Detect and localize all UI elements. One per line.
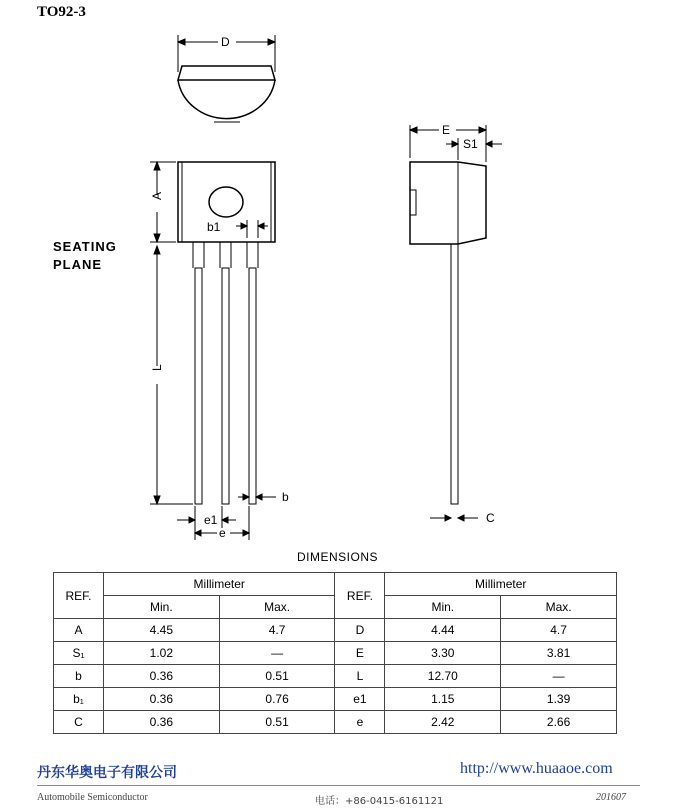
seating-plane-label-1: SEATING [53, 239, 117, 254]
label-C: C [486, 511, 495, 525]
max-cell: 3.81 [501, 642, 617, 665]
max-cell: — [219, 642, 335, 665]
footer-phone: 电话：+86-0415-6161121 [315, 796, 444, 807]
ref-cell: E [335, 642, 385, 665]
table-row [54, 665, 617, 688]
label-S1: S1 [463, 137, 478, 151]
min-cell: 3.30 [385, 642, 501, 665]
label-e1: e1 [204, 513, 218, 527]
leads [193, 242, 258, 504]
min-cell: 2.42 [385, 711, 501, 734]
label-e: e [219, 526, 226, 540]
ref-cell: L [335, 665, 385, 688]
seating-plane-label-2: PLANE [53, 257, 103, 272]
min-cell: 0.36 [103, 711, 219, 734]
ref-cell: C [54, 711, 104, 734]
min-header: Min. [385, 596, 501, 619]
side-view [410, 125, 502, 521]
max-cell: 0.51 [219, 711, 335, 734]
ref-cell: b [54, 665, 104, 688]
dimensions-table [53, 572, 617, 734]
front-view [150, 162, 276, 540]
max-cell: 0.51 [219, 665, 335, 688]
min-cell: 0.36 [103, 688, 219, 711]
company-name: 丹东华奥电子有限公司 [37, 765, 177, 781]
unit-header: Millimeter [103, 573, 335, 596]
min-cell: 0.36 [103, 665, 219, 688]
max-cell: 2.66 [501, 711, 617, 734]
min-cell: 4.44 [385, 619, 501, 642]
min-cell: 4.45 [103, 619, 219, 642]
min-cell: 1.15 [385, 688, 501, 711]
table-row [54, 619, 617, 642]
max-header: Max. [501, 596, 617, 619]
ref-cell: e1 [335, 688, 385, 711]
label-b1: b1 [207, 220, 221, 234]
max-cell: 4.7 [219, 619, 335, 642]
ref-header: REF. [335, 573, 385, 619]
max-cell: 1.39 [501, 688, 617, 711]
ref-cell: D [335, 619, 385, 642]
min-header: Min. [103, 596, 219, 619]
min-cell: 1.02 [103, 642, 219, 665]
ref-cell: b₁ [54, 688, 104, 711]
label-A: A [150, 191, 164, 200]
website-link[interactable]: http://www.huaaoe.com [460, 760, 613, 777]
table-row [54, 642, 617, 665]
label-L: L [150, 364, 164, 371]
page-title: TO92-3 [37, 4, 86, 20]
footer-divider [37, 785, 640, 786]
min-cell: 12.70 [385, 665, 501, 688]
max-header: Max. [219, 596, 335, 619]
label-E: E [442, 123, 451, 137]
ref-header: REF. [54, 573, 104, 619]
label-b: b [282, 490, 289, 504]
unit-header: Millimeter [385, 573, 617, 596]
ref-cell: e [335, 711, 385, 734]
ref-cell: S₁ [54, 642, 104, 665]
ref-cell: A [54, 619, 104, 642]
max-cell: 0.76 [219, 688, 335, 711]
table-row [54, 688, 617, 711]
footer-tagline: Automobile Semiconductor [37, 792, 148, 803]
label-D: D [221, 35, 230, 49]
max-cell: 4.7 [501, 619, 617, 642]
footer-date: 201607 [596, 792, 626, 803]
max-cell: — [501, 665, 617, 688]
table-row [54, 711, 617, 734]
dimensions-title: DIMENSIONS [296, 550, 378, 564]
